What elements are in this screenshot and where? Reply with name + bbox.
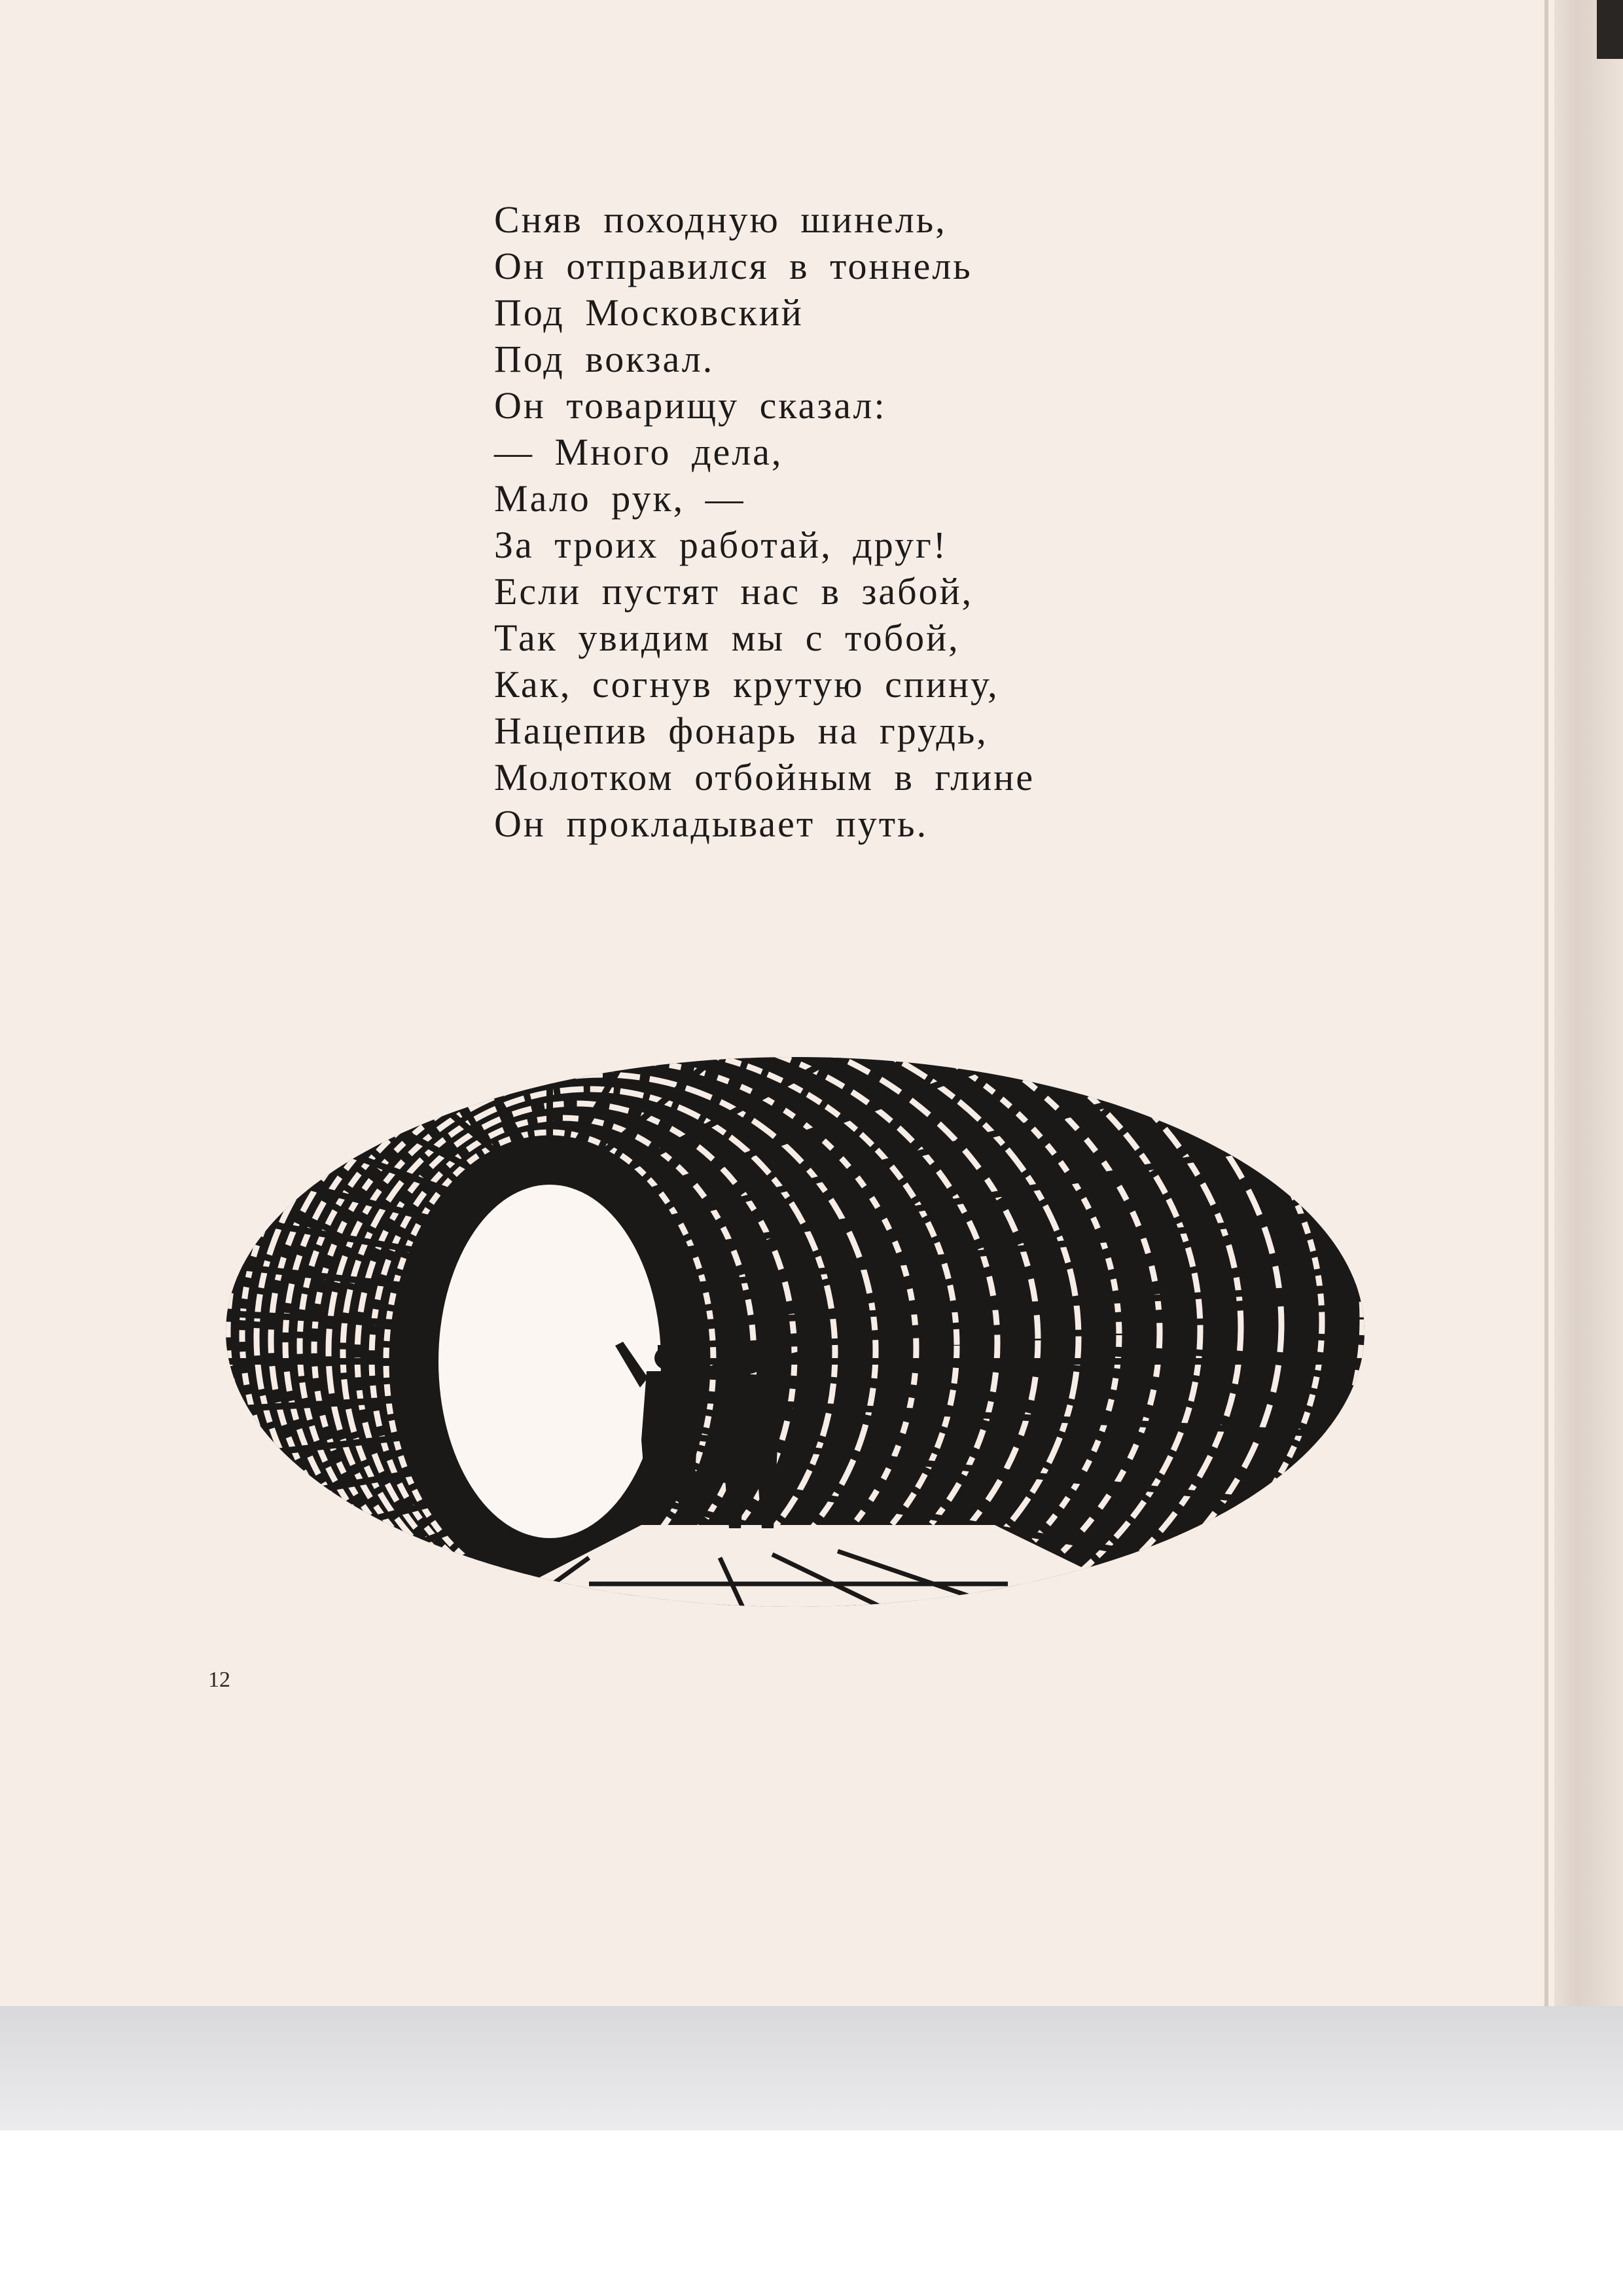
scanner-bed [0,2006,1623,2130]
poem-line: За троих работай, друг! [494,524,948,566]
poem-line: Так увидим мы с тобой, [494,617,960,659]
poem-line: Он товарищу сказал: [494,384,887,427]
poem-line: Сняв походную шинель, [494,198,947,241]
scanner-corner [1597,0,1623,59]
poem-line: Под вокзал. [494,338,715,380]
poem-line: Молотком отбойным в глине [494,756,1035,798]
page-edge [1544,0,1548,2006]
poem-line: Как, согнув крутую спину, [494,663,999,706]
poem-line: Мало рук, — [494,477,745,520]
poem-line: Он отправился в тоннель [494,245,972,287]
poem-line: Нацепив фонарь на грудь, [494,709,988,752]
tunnel-with-two-workers-icon [223,1021,1368,1643]
poem-text [494,196,1279,847]
poem-line: Если пустят нас в забой, [494,570,974,613]
poem-line: Он прокладывает путь. [494,802,929,845]
poem-line: — Много дела, [494,431,783,473]
page-number: 12 [208,1668,230,1692]
poem-line: Под Московский [494,291,804,334]
page-fold [1554,0,1623,2006]
